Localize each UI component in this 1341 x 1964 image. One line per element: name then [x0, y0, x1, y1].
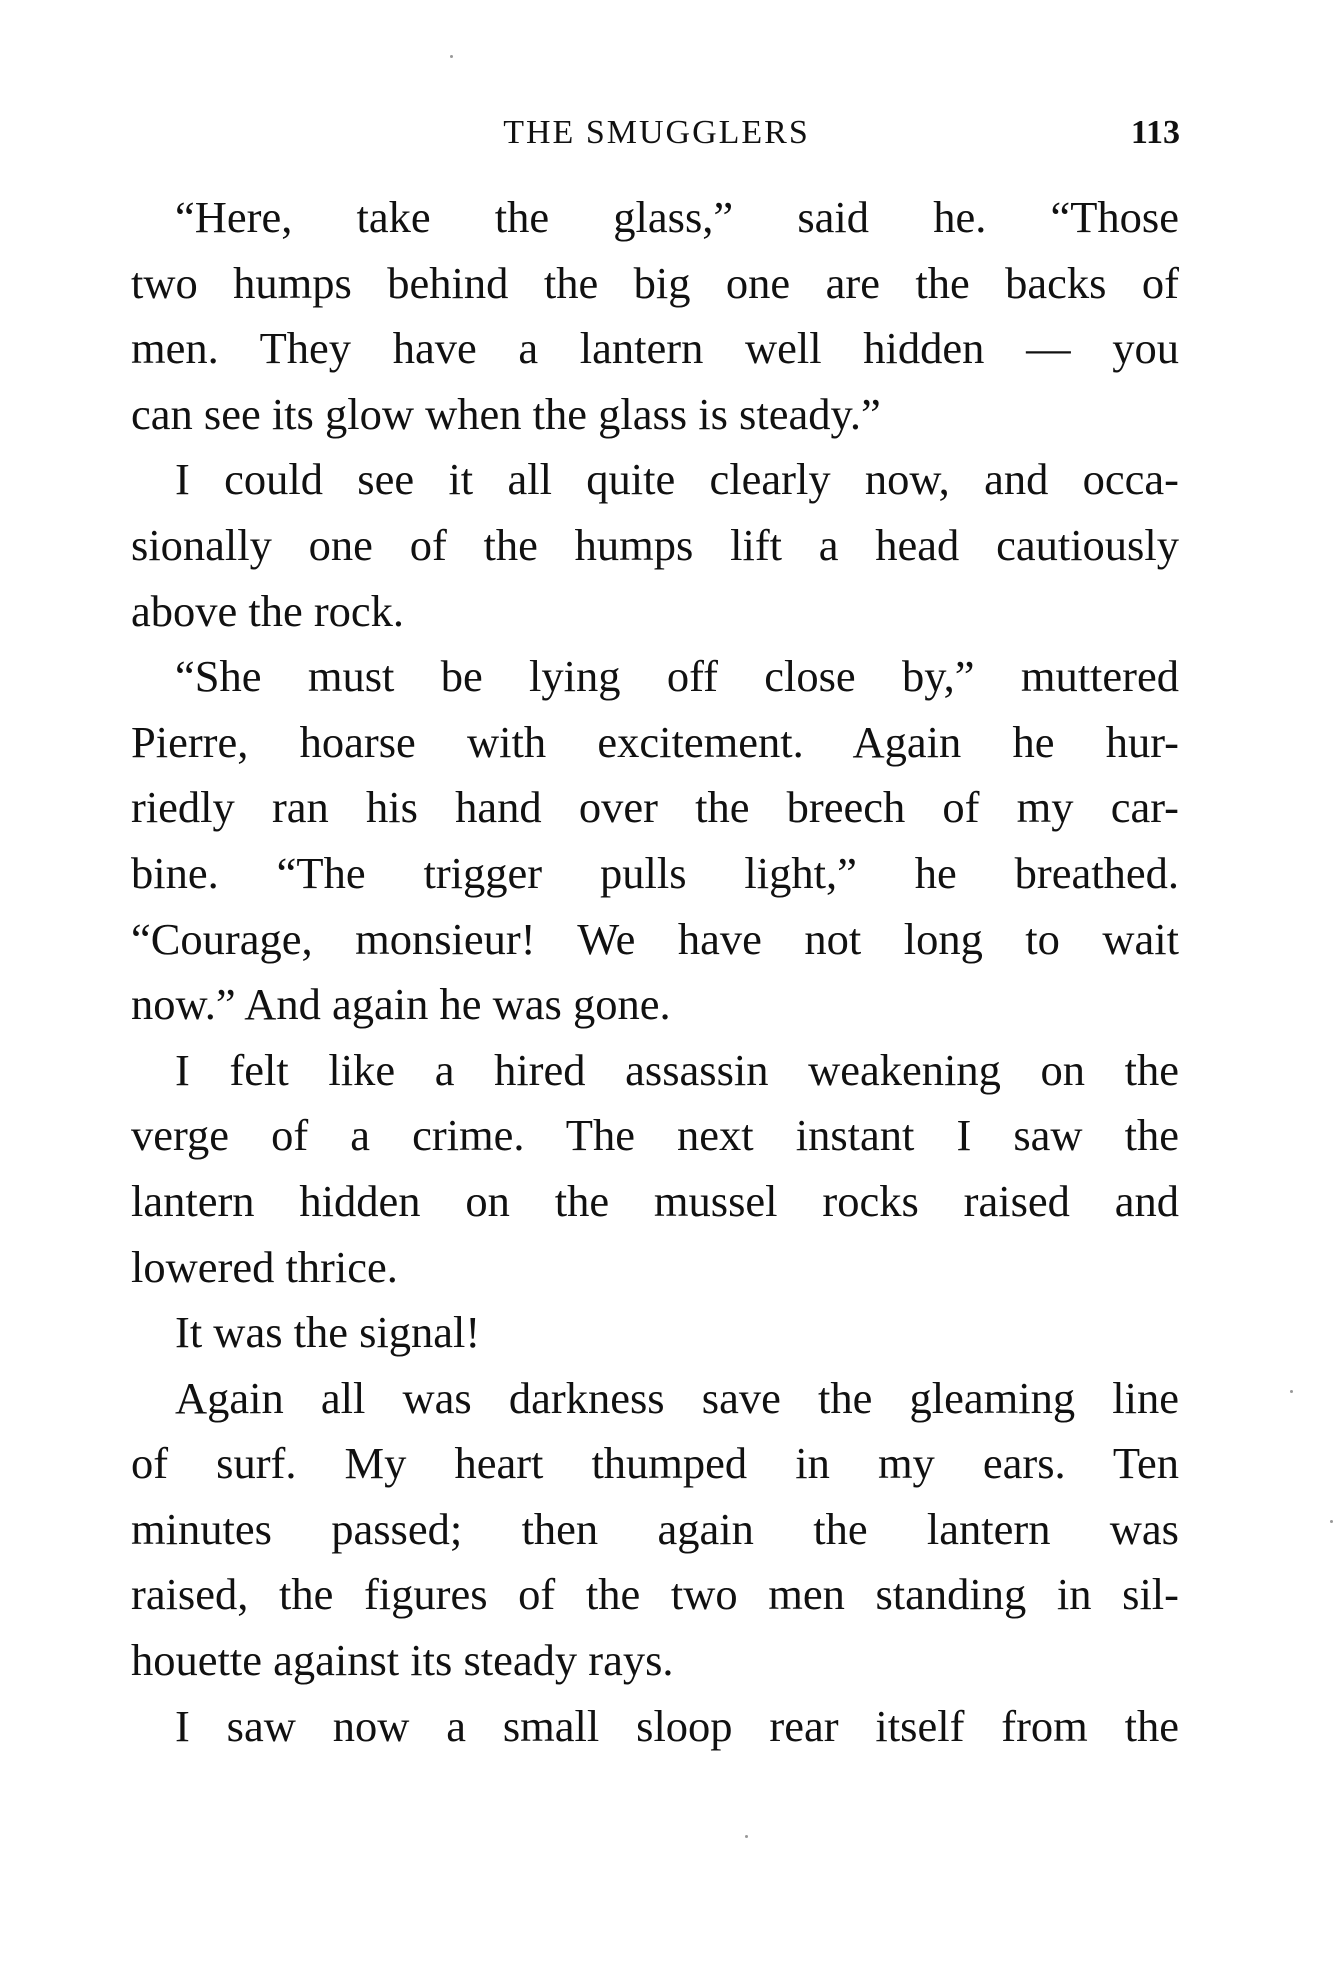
text-line: verge of a crime. The next instant I saw the [131, 1110, 1179, 1161]
text-line: Pierre, hoarse with excitement. Again he hur- [131, 716, 1179, 767]
text-line: above the rock. [131, 585, 405, 636]
paper-speck [1290, 1390, 1293, 1393]
page-number: 113 [1130, 114, 1180, 151]
text-line: I felt like a hired assassin weakening on the [175, 1044, 1179, 1095]
paragraph [131, 1694, 1179, 1760]
paragraph [131, 1366, 1179, 1694]
text-line: It was the signal! [175, 1307, 481, 1358]
text-line: minutes passed; then again the lantern was [131, 1503, 1179, 1554]
text-line: “Courage, monsieur! We have not long to wait [131, 913, 1179, 964]
text-line: I saw now a small sloop rear itself from the [175, 1700, 1179, 1751]
paper-speck [745, 1835, 748, 1838]
text-line: raised, the figures of the two men standing in sil- [131, 1569, 1179, 1620]
text-line: sionally one of the humps lift a head cautiously [131, 519, 1179, 570]
running-title: THE SMUGGLERS [503, 114, 810, 151]
paragraph [131, 185, 1179, 447]
paragraph [131, 644, 1179, 1038]
text-line: riedly ran his hand over the breech of my car- [131, 782, 1179, 833]
text-line: two humps behind the big one are the backs of [131, 257, 1179, 308]
paragraph [131, 447, 1179, 644]
running-head [133, 108, 1180, 158]
text-line: Again all was darkness save the gleaming line [175, 1372, 1179, 1423]
text-line: houette against its steady rays. [131, 1635, 674, 1686]
paragraph [131, 1038, 1179, 1300]
text-line: of surf. My heart thumped in my ears. Ten [131, 1438, 1179, 1489]
text-line: I could see it all quite clearly now, and occa- [175, 454, 1179, 505]
paper-speck [1330, 1520, 1333, 1523]
text-line: men. They have a lantern well hidden — you [131, 323, 1179, 374]
paper-speck [450, 55, 453, 58]
text-line: lantern hidden on the mussel rocks raised and [131, 1175, 1179, 1226]
text-line: bine. “The trigger pulls light,” he breathed. [131, 847, 1179, 898]
text-line: “She must be lying off close by,” muttered [175, 651, 1179, 702]
body-text [131, 185, 1179, 1759]
text-line: lowered thrice. [131, 1241, 398, 1292]
text-line: now.” And again he was gone. [131, 979, 671, 1030]
text-line: can see its glow when the glass is steady.” [131, 388, 881, 439]
paragraph [131, 1300, 1179, 1366]
text-line: “Here, take the glass,” said he. “Those [175, 192, 1179, 242]
